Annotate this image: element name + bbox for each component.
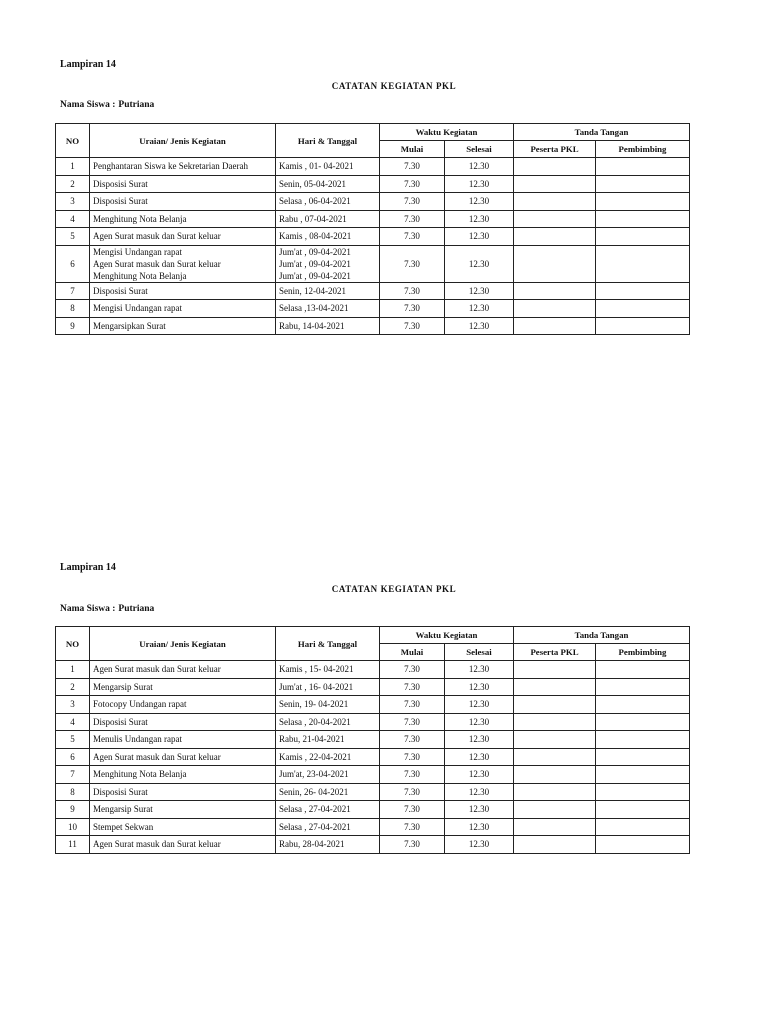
cell-hari [276, 766, 380, 784]
cell-ttd-pembimbing[interactable] [596, 210, 690, 228]
cell-uraian-line: Disposisi Surat [93, 285, 148, 296]
cell-ttd-pembimbing[interactable] [596, 696, 690, 714]
table-row [56, 713, 690, 731]
cell-hari-line: Jum'at , 09-04-2021 [279, 270, 351, 281]
header-pembimbing: Pembimbing [596, 644, 690, 661]
cell-hari-line: Rabu, 14-04-2021 [279, 320, 345, 331]
cell-ttd-pembimbing[interactable] [596, 661, 690, 679]
cell-uraian [90, 317, 276, 335]
student-name-label: Nama Siswa : [60, 604, 116, 614]
header-no: NO [56, 627, 90, 661]
cell-hari [276, 801, 380, 819]
cell-ttd-peserta[interactable] [514, 175, 596, 193]
cell-hari-line: Kamis , 01- 04-2021 [279, 161, 354, 172]
table-row [56, 317, 690, 335]
activity-table [55, 626, 690, 854]
header-no: NO [56, 124, 90, 158]
cell-no: 3 [56, 193, 90, 211]
cell-uraian-line: Disposisi Surat [93, 786, 148, 797]
cell-mulai: 7.30 [380, 210, 445, 228]
cell-mulai: 7.30 [380, 748, 445, 766]
cell-ttd-peserta[interactable] [514, 158, 596, 176]
student-name-value: Putriana [118, 100, 155, 110]
cell-mulai: 7.30 [380, 158, 445, 176]
cell-ttd-peserta[interactable] [514, 766, 596, 784]
cell-hari [276, 300, 380, 318]
cell-hari-line: Senin, 19- 04-2021 [279, 699, 349, 710]
cell-ttd-pembimbing[interactable] [596, 193, 690, 211]
cell-uraian [90, 748, 276, 766]
cell-selesai: 12.30 [445, 696, 514, 714]
cell-no: 6 [56, 245, 90, 282]
cell-ttd-peserta[interactable] [514, 210, 596, 228]
cell-hari-line: Selasa , 06-04-2021 [279, 196, 351, 207]
cell-mulai: 7.30 [380, 300, 445, 318]
header-selesai: Selesai [445, 644, 514, 661]
cell-uraian [90, 175, 276, 193]
cell-hari-line: Senin, 05-04-2021 [279, 178, 346, 189]
cell-selesai: 12.30 [445, 748, 514, 766]
cell-mulai: 7.30 [380, 836, 445, 854]
cell-hari [276, 713, 380, 731]
cell-hari [276, 175, 380, 193]
table-row [56, 748, 690, 766]
header-waktu: Waktu Kegiatan [380, 124, 514, 141]
table-body [56, 661, 690, 854]
cell-mulai: 7.30 [380, 818, 445, 836]
cell-ttd-peserta[interactable] [514, 836, 596, 854]
cell-ttd-pembimbing[interactable] [596, 766, 690, 784]
cell-uraian [90, 696, 276, 714]
cell-mulai: 7.30 [380, 245, 445, 282]
cell-ttd-peserta[interactable] [514, 661, 596, 679]
cell-no: 4 [56, 713, 90, 731]
cell-ttd-pembimbing[interactable] [596, 158, 690, 176]
cell-hari [276, 783, 380, 801]
cell-ttd-pembimbing[interactable] [596, 713, 690, 731]
header-hari: Hari & Tanggal [276, 627, 380, 661]
cell-selesai: 12.30 [445, 783, 514, 801]
table-row [56, 801, 690, 819]
cell-hari [276, 818, 380, 836]
table-row [56, 282, 690, 300]
cell-hari-line: Jum'at , 09-04-2021 [279, 246, 351, 257]
cell-uraian [90, 193, 276, 211]
cell-hari-line: Kamis , 22-04-2021 [279, 751, 352, 762]
cell-no: 9 [56, 317, 90, 335]
cell-hari [276, 158, 380, 176]
table-row [56, 193, 690, 211]
cell-ttd-peserta[interactable] [514, 801, 596, 819]
cell-uraian [90, 245, 276, 282]
cell-mulai: 7.30 [380, 713, 445, 731]
cell-no: 9 [56, 801, 90, 819]
cell-hari [276, 678, 380, 696]
cell-mulai: 7.30 [380, 696, 445, 714]
cell-no: 1 [56, 158, 90, 176]
cell-hari [276, 661, 380, 679]
cell-mulai: 7.30 [380, 801, 445, 819]
cell-mulai: 7.30 [380, 175, 445, 193]
cell-no: 8 [56, 300, 90, 318]
header-mulai: Mulai [380, 644, 445, 661]
cell-uraian-line: Agen Surat masuk dan Surat keluar [93, 839, 221, 850]
cell-uraian [90, 228, 276, 246]
cell-uraian-line: Disposisi Surat [93, 178, 148, 189]
cell-uraian-line: Penghantaran Siswa ke Sekretarian Daerah [93, 161, 248, 172]
cell-selesai: 12.30 [445, 300, 514, 318]
cell-ttd-peserta[interactable] [514, 731, 596, 749]
header-hari: Hari & Tanggal [276, 124, 380, 158]
cell-ttd-peserta[interactable] [514, 245, 596, 282]
cell-hari [276, 245, 380, 282]
table-row [56, 731, 690, 749]
table-row [56, 783, 690, 801]
cell-uraian [90, 661, 276, 679]
header-uraian: Uraian/ Jenis Kegiatan [90, 124, 276, 158]
cell-no: 3 [56, 696, 90, 714]
cell-ttd-peserta[interactable] [514, 300, 596, 318]
cell-uraian-line: Menulis Undangan rapat [93, 734, 182, 745]
cell-uraian [90, 801, 276, 819]
cell-selesai: 12.30 [445, 317, 514, 335]
cell-hari [276, 193, 380, 211]
cell-hari-line: Jum'at , 16- 04-2021 [279, 681, 354, 692]
cell-uraian-line: Mengisi Undangan rapat [93, 246, 182, 257]
cell-ttd-peserta[interactable] [514, 228, 596, 246]
table-row [56, 766, 690, 784]
cell-ttd-peserta[interactable] [514, 678, 596, 696]
cell-ttd-pembimbing[interactable] [596, 678, 690, 696]
student-name-value: Putriana [118, 604, 155, 614]
table-body [56, 158, 690, 335]
lampiran-label: Lampiran 14 [60, 59, 116, 70]
cell-hari-line: Rabu, 21-04-2021 [279, 734, 345, 745]
cell-ttd-peserta[interactable] [514, 818, 596, 836]
header-selesai: Selesai [445, 141, 514, 158]
student-name [60, 604, 154, 614]
cell-hari-line: Rabu, 28-04-2021 [279, 839, 345, 850]
cell-no: 2 [56, 175, 90, 193]
cell-uraian-line: Mengarsip Surat [93, 681, 153, 692]
header-uraian: Uraian/ Jenis Kegiatan [90, 627, 276, 661]
cell-hari-line: Senin, 12-04-2021 [279, 285, 346, 296]
cell-hari-line: Selasa , 20-04-2021 [279, 716, 351, 727]
cell-uraian-line: Menghitung Nota Belanja [93, 270, 187, 281]
cell-hari-line: Kamis , 15- 04-2021 [279, 664, 354, 675]
cell-uraian-line: Menghitung Nota Belanja [93, 213, 187, 224]
cell-uraian-line: Agen Surat masuk dan Surat keluar [93, 258, 221, 269]
cell-ttd-pembimbing[interactable] [596, 748, 690, 766]
cell-uraian-line: Stempet Sekwan [93, 821, 154, 832]
cell-uraian-line: Disposisi Surat [93, 196, 148, 207]
cell-selesai: 12.30 [445, 801, 514, 819]
cell-hari-line: Selasa ,13-04-2021 [279, 303, 349, 314]
cell-hari [276, 731, 380, 749]
cell-no: 4 [56, 210, 90, 228]
cell-hari [276, 696, 380, 714]
cell-selesai: 12.30 [445, 713, 514, 731]
cell-ttd-pembimbing[interactable] [596, 783, 690, 801]
cell-selesai: 12.30 [445, 818, 514, 836]
cell-no: 7 [56, 766, 90, 784]
header-tanda: Tanda Tangan [514, 627, 690, 644]
header-tanda: Tanda Tangan [514, 124, 690, 141]
cell-uraian-line: Agen Surat masuk dan Surat keluar [93, 231, 221, 242]
cell-selesai: 12.30 [445, 193, 514, 211]
table-row [56, 818, 690, 836]
cell-mulai: 7.30 [380, 731, 445, 749]
document-title: CATATAN KEGIATAN PKL [331, 81, 457, 91]
table-row [56, 245, 690, 282]
cell-no: 1 [56, 661, 90, 679]
cell-uraian-line: Agen Surat masuk dan Surat keluar [93, 664, 221, 675]
student-name [60, 100, 154, 110]
cell-ttd-peserta[interactable] [514, 282, 596, 300]
header-pembimbing: Pembimbing [596, 141, 690, 158]
cell-hari [276, 748, 380, 766]
cell-mulai: 7.30 [380, 317, 445, 335]
cell-no: 2 [56, 678, 90, 696]
cell-uraian [90, 731, 276, 749]
cell-ttd-pembimbing[interactable] [596, 228, 690, 246]
cell-selesai: 12.30 [445, 731, 514, 749]
cell-selesai: 12.30 [445, 836, 514, 854]
cell-ttd-pembimbing[interactable] [596, 317, 690, 335]
cell-selesai: 12.30 [445, 158, 514, 176]
table-row [56, 300, 690, 318]
cell-ttd-pembimbing[interactable] [596, 801, 690, 819]
cell-no: 5 [56, 228, 90, 246]
cell-mulai: 7.30 [380, 193, 445, 211]
table-row [56, 678, 690, 696]
cell-no: 8 [56, 783, 90, 801]
cell-selesai: 12.30 [445, 766, 514, 784]
cell-uraian [90, 210, 276, 228]
document-title: CATATAN KEGIATAN PKL [331, 584, 457, 594]
cell-ttd-pembimbing[interactable] [596, 300, 690, 318]
table-row [56, 696, 690, 714]
lampiran-label: Lampiran 14 [60, 562, 116, 573]
cell-selesai: 12.30 [445, 245, 514, 282]
cell-uraian-line: Mengarsipkan Surat [93, 320, 166, 331]
cell-mulai: 7.30 [380, 661, 445, 679]
cell-uraian [90, 766, 276, 784]
cell-uraian [90, 678, 276, 696]
cell-uraian [90, 300, 276, 318]
cell-mulai: 7.30 [380, 282, 445, 300]
cell-ttd-peserta[interactable] [514, 713, 596, 731]
cell-mulai: 7.30 [380, 678, 445, 696]
cell-no: 6 [56, 748, 90, 766]
cell-ttd-peserta[interactable] [514, 783, 596, 801]
cell-hari-line: Jum'at, 23-04-2021 [279, 769, 349, 780]
cell-hari [276, 210, 380, 228]
cell-ttd-pembimbing[interactable] [596, 818, 690, 836]
cell-selesai: 12.30 [445, 661, 514, 679]
cell-hari-line: Selasa , 27-04-2021 [279, 804, 351, 815]
cell-uraian [90, 783, 276, 801]
cell-mulai: 7.30 [380, 783, 445, 801]
cell-selesai: 12.30 [445, 228, 514, 246]
cell-no: 7 [56, 282, 90, 300]
table-row [56, 158, 690, 176]
cell-ttd-pembimbing[interactable] [596, 731, 690, 749]
student-name-label: Nama Siswa : [60, 100, 116, 110]
cell-hari [276, 282, 380, 300]
cell-hari-line: Kamis , 08-04-2021 [279, 231, 352, 242]
cell-ttd-pembimbing[interactable] [596, 282, 690, 300]
cell-ttd-pembimbing[interactable] [596, 175, 690, 193]
cell-uraian [90, 818, 276, 836]
cell-ttd-pembimbing[interactable] [596, 836, 690, 854]
cell-hari [276, 228, 380, 246]
cell-no: 5 [56, 731, 90, 749]
cell-selesai: 12.30 [445, 175, 514, 193]
cell-hari-line: Selasa , 27-04-2021 [279, 821, 351, 832]
table-row [56, 175, 690, 193]
cell-selesai: 12.30 [445, 210, 514, 228]
cell-hari [276, 836, 380, 854]
cell-uraian-line: Menghitung Nota Belanja [93, 769, 187, 780]
cell-uraian [90, 282, 276, 300]
cell-uraian [90, 158, 276, 176]
cell-mulai: 7.30 [380, 228, 445, 246]
cell-hari-line: Jum'at , 09-04-2021 [279, 258, 351, 269]
header-peserta: Peserta PKL [514, 644, 596, 661]
cell-mulai: 7.30 [380, 766, 445, 784]
cell-ttd-peserta[interactable] [514, 748, 596, 766]
cell-uraian [90, 713, 276, 731]
table-row [56, 661, 690, 679]
header-peserta: Peserta PKL [514, 141, 596, 158]
cell-no: 10 [56, 818, 90, 836]
cell-hari-line: Rabu , 07-04-2021 [279, 213, 347, 224]
cell-uraian [90, 836, 276, 854]
cell-uraian-line: Disposisi Surat [93, 716, 148, 727]
cell-uraian-line: Mengisi Undangan rapat [93, 303, 182, 314]
cell-hari [276, 317, 380, 335]
cell-ttd-peserta[interactable] [514, 696, 596, 714]
cell-hari-line: Senin, 26- 04-2021 [279, 786, 349, 797]
cell-uraian-line: Fotocopy Undangan rapat [93, 699, 187, 710]
cell-no: 11 [56, 836, 90, 854]
cell-uraian-line: Mengarsip Surat [93, 804, 153, 815]
cell-ttd-peserta[interactable] [514, 193, 596, 211]
header-mulai: Mulai [380, 141, 445, 158]
table-row [56, 210, 690, 228]
cell-ttd-peserta[interactable] [514, 317, 596, 335]
header-waktu: Waktu Kegiatan [380, 627, 514, 644]
cell-selesai: 12.30 [445, 282, 514, 300]
cell-uraian-line: Agen Surat masuk dan Surat keluar [93, 751, 221, 762]
table-row [56, 228, 690, 246]
activity-table [55, 123, 690, 335]
cell-selesai: 12.30 [445, 678, 514, 696]
table-row [56, 836, 690, 854]
cell-ttd-pembimbing[interactable] [596, 245, 690, 282]
